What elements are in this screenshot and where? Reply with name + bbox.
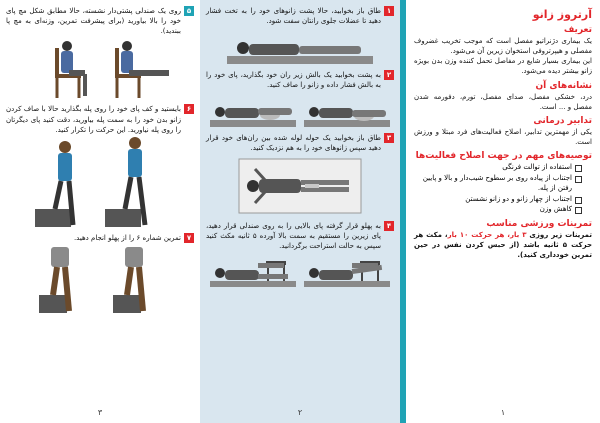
step-text: تمرین شماره ۶ را از پهلو انجام دهید. <box>73 233 181 242</box>
signs-text: درد، خشکی مفصل، صدای مفصل، تورم، دفورمه شدن مفصل و ... است. <box>414 92 592 111</box>
step-number: ۲ <box>384 70 394 80</box>
step-text: به پهلو قرار گرفته پای بالایی را به روی صندلی قرار دهید، پای زیرین را مستقیم به سمت بالا آورده ۵ ثانیه مکث کنید سپس به حالت استراحت برگردانید. <box>206 221 382 251</box>
step-number: ۵ <box>184 6 194 16</box>
exercise-step <box>206 70 394 90</box>
page-number: ۱ <box>500 408 506 417</box>
exercise-text-highlight: ۳ بار، هر حرکت ۱۰ بار <box>447 230 527 239</box>
column-exercises-2 <box>0 0 200 423</box>
column-exercises-1 <box>200 0 400 423</box>
lying-figure-illustration <box>225 28 375 66</box>
step-text: طاق باز بخوابید، حالا پشت زانوهای خود را به تخت فشار دهید تا عضلات جلوی رانتان سفت شود. <box>206 7 381 26</box>
list-item: کاهش وزن <box>414 204 582 215</box>
side-lying-chair-illustration <box>208 253 393 289</box>
exercise-step <box>206 221 394 251</box>
treatment-text: یکی از مهمترین تدابیر، اصلاح فعالیت‌های فرد مبتلا و ورزش است. <box>414 127 592 146</box>
step-text: روی یک صندلی پشتی‌دار نشسته، حالا مطابق شکل مچ پای خود را بالا بیاورید (برای پیشرفت تمرین، وزنه‌ای به مچ پا ببندید). <box>6 7 181 36</box>
exercise-step <box>6 104 194 134</box>
exercise-heading: تمرینات ورزشی مناسب <box>486 218 592 229</box>
step-text: به پشت بخوابید یک بالش زیر ران خود بگذارید، پای خود را به بالش فشار داده و زانو را صاف کنید. <box>206 71 381 90</box>
definition-text-2: این بیماری بسیار شایع در مفاصل تحمل کننده وزن بدن بویژه زانو بیشتر دیده می‌شود. <box>414 57 592 76</box>
exercise-instructions <box>414 230 592 260</box>
treatment-heading: تدابیر درمانی <box>533 115 592 126</box>
step-text: بایستید و کف پای خود را روی پله بگذارید حالا با صاف کردن زانو بدن خود را به سمت پله بیاورید، دقت کنید پای دیگرتان را روی پله نیاورید. این حرکت را تکرار کنید. <box>6 105 181 134</box>
exercise-step <box>6 233 194 243</box>
step-text: طاق باز بخوابید یک حوله لوله شده بین ران‌های خود قرار دهید سپس زانوهای خود را به هم نزدیک کنید. <box>206 133 381 152</box>
column-intro <box>400 0 600 423</box>
list-item: اجتناب از چهار زانو و دو زانو نشستن <box>414 194 582 205</box>
page-number: ۳ <box>97 408 103 417</box>
page-number: ۲ <box>297 408 303 417</box>
pillow-leg-illustration <box>208 93 393 129</box>
recommendations-heading: توصیه‌های مهم در جهت اصلاح فعالیت‌ها <box>415 151 592 162</box>
seated-leg-raise-illustration <box>25 38 175 100</box>
step-number: ۴ <box>384 221 394 231</box>
recommendations-list <box>414 162 592 215</box>
definition-heading: تعریف <box>563 25 592 35</box>
exercise-step <box>6 6 194 36</box>
signs-heading: نشانه‌های آن <box>535 80 592 91</box>
exercise-step <box>206 6 394 26</box>
definition-text-1: یک بیماری دژنراتیو مفصل است که موجب تخریب غضروف مفصلی و هیپرتروفی استخوان زیرین آن می‌شود. <box>414 37 592 56</box>
step-number: ۷ <box>184 233 194 243</box>
list-item: استفاده از توالت فرنگی <box>414 162 582 173</box>
page-title: آرتروز زانو <box>532 8 592 21</box>
step-up-illustration <box>25 137 175 229</box>
list-item: اجتناب از پیاده روی بر سطوح شیب‌دار و بالا و پایین رفتن از پله. <box>414 173 582 194</box>
exercise-step <box>206 133 394 153</box>
exercise-text-c: ، مکث هر حرکت ۵ ثانیه باشد (از حبس کردن نفس در حین تمرین خودداری کنید). <box>414 230 592 259</box>
step-number: ۳ <box>384 133 394 143</box>
side-step-up-illustration <box>25 245 175 315</box>
exercise-text-a: تمرینات زیر روزی <box>529 230 592 239</box>
step-number: ۱ <box>384 6 394 16</box>
step-number: ۶ <box>184 104 194 114</box>
towel-between-thighs-illustration <box>235 155 365 217</box>
